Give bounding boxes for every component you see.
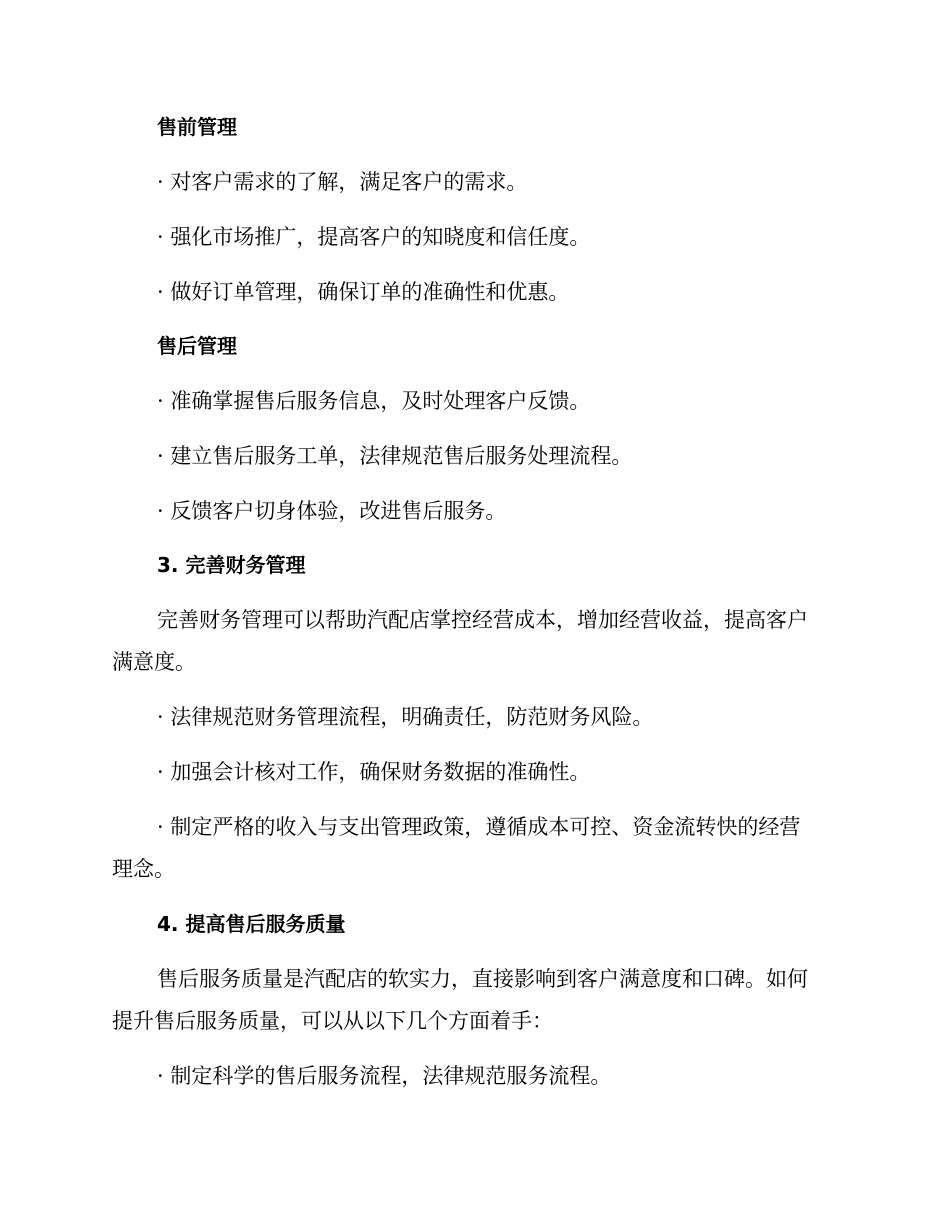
heading-service: 4. 提高售后服务质量 [157,912,346,936]
presale-item-3: · 做好订单管理，确保订单的准确性和优惠。 [157,280,570,304]
finance-item-3-line-2: 理念。 [112,857,175,881]
finance-item-3-line-1: · 制定严格的收入与支出管理政策，遵循成本可控、资金流转快的经营 [157,815,801,839]
finance-item-2: · 加强会计核对工作，确保财务数据的准确性。 [157,760,591,784]
finance-item-1: · 法律规范财务管理流程，明确责任，防范财务风险。 [157,705,654,729]
heading-presale: 售前管理 [157,115,237,139]
presale-item-2: · 强化市场推广，提高客户的知晓度和信任度。 [157,225,591,249]
aftersale-item-2: · 建立售后服务工单，法律规范售后服务处理流程。 [157,444,633,468]
aftersale-item-3: · 反馈客户切身体验，改进售后服务。 [157,499,507,523]
finance-intro-line-2: 满意度。 [112,650,196,674]
presale-item-1: · 对客户需求的了解，满足客户的需求。 [157,170,528,194]
heading-aftersale: 售后管理 [157,334,237,358]
service-intro-line-2: 提升售后服务质量，可以从以下几个方面着手： [112,1009,553,1033]
service-item-1: · 制定科学的售后服务流程，法律规范服务流程。 [157,1064,612,1088]
heading-finance: 3. 完善财务管理 [157,553,306,577]
service-intro-line-1: 售后服务质量是汽配店的软实力，直接影响到客户满意度和口碑。如何 [157,967,808,991]
aftersale-item-1: · 准确掌握售后服务信息，及时处理客户反馈。 [157,389,591,413]
finance-intro-line-1: 完善财务管理可以帮助汽配店掌控经营成本，增加经营收益，提高客户 [157,608,808,632]
